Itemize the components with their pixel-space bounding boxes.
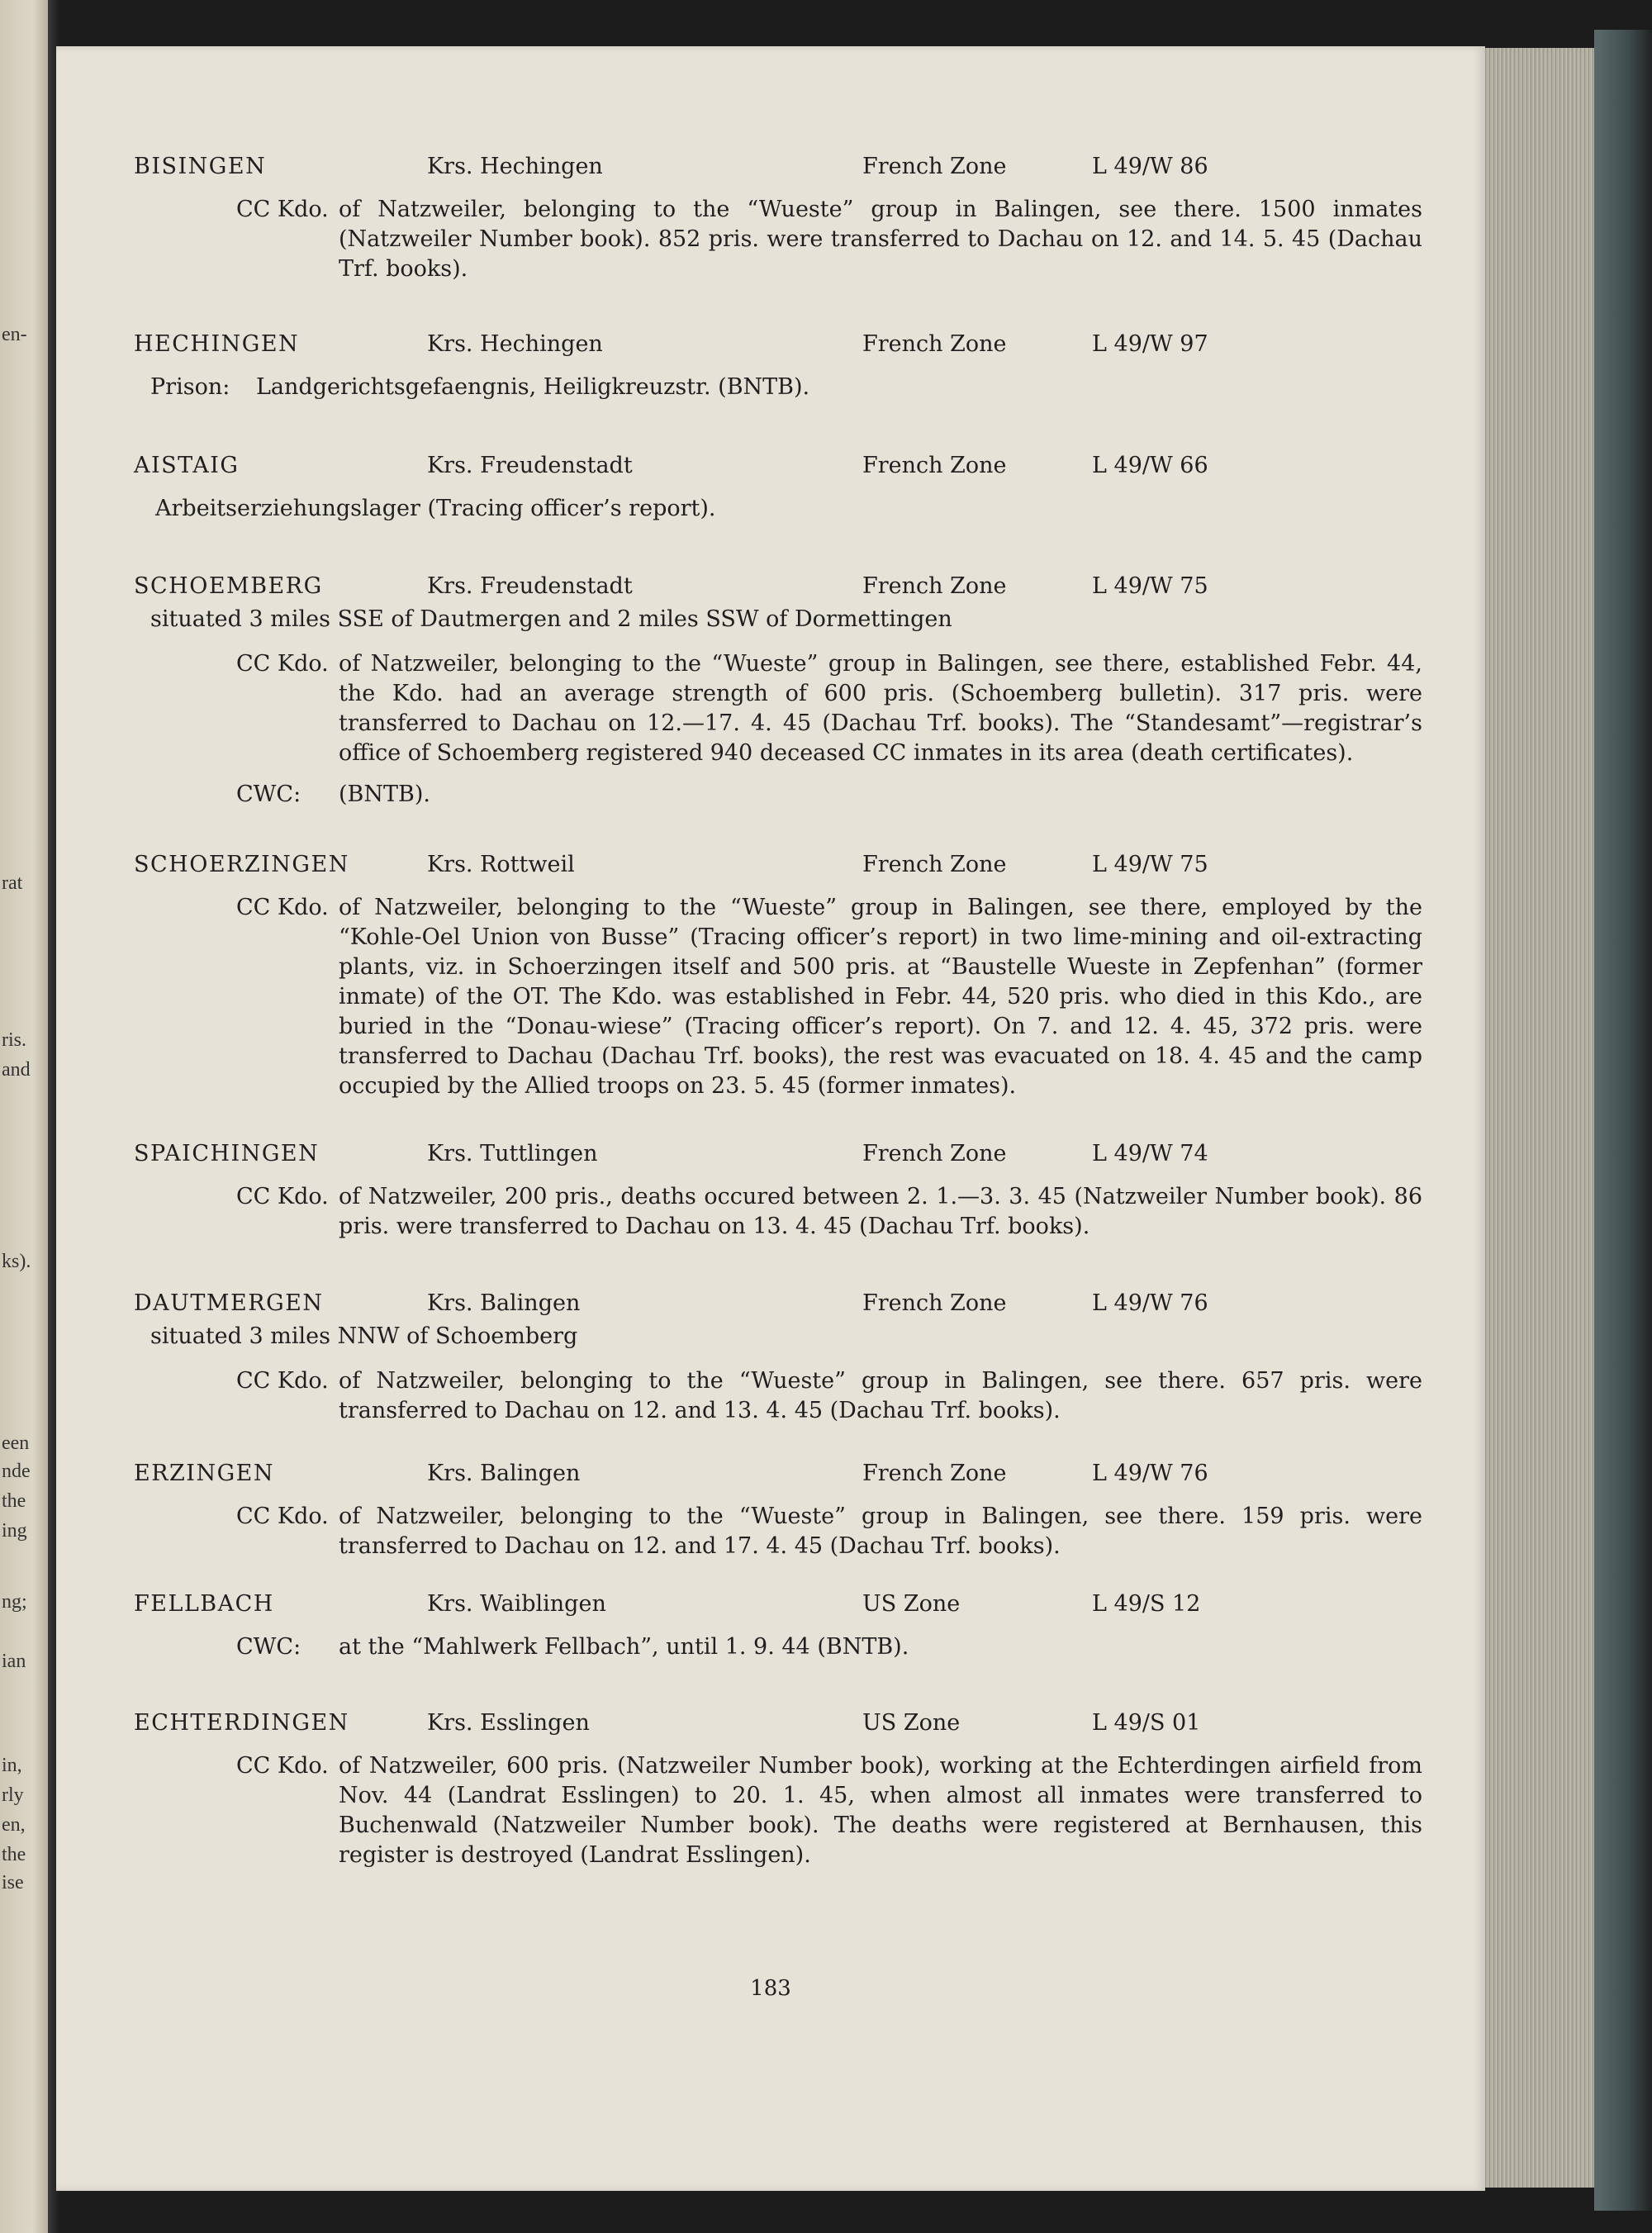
map-reference: L 49/W 97 bbox=[1092, 331, 1208, 357]
paragraph-label: CC Kdo. bbox=[236, 651, 329, 677]
district: Krs. Hechingen bbox=[427, 331, 603, 357]
entry-paragraph bbox=[134, 1632, 1422, 1662]
entry-spaichingen bbox=[134, 1141, 1422, 1242]
margin-fragment: the bbox=[2, 1490, 26, 1512]
entry-paragraph bbox=[134, 1751, 1422, 1870]
district: Krs. Esslingen bbox=[427, 1710, 590, 1736]
margin-fragment: and bbox=[2, 1059, 31, 1081]
location-note: situated 3 miles NNW of Schoemberg bbox=[150, 1323, 578, 1349]
place-name: ERZINGEN bbox=[134, 1461, 274, 1486]
map-reference: L 49/S 12 bbox=[1092, 1591, 1201, 1617]
paragraph-label: CC Kdo. bbox=[236, 197, 329, 222]
entry-paragraph bbox=[134, 494, 1422, 524]
book-page bbox=[56, 46, 1485, 2191]
book-cover bbox=[1594, 30, 1652, 2211]
entry-paragraph bbox=[134, 649, 1422, 768]
paragraph-label: Prison: bbox=[150, 374, 230, 400]
district: Krs. Freudenstadt bbox=[427, 573, 633, 599]
paragraph-label: CWC: bbox=[236, 782, 301, 807]
margin-fragment: en- bbox=[2, 324, 27, 345]
place-name: HECHINGEN bbox=[134, 331, 300, 357]
margin-fragment: in, bbox=[2, 1755, 22, 1776]
margin-fragment: ris. bbox=[2, 1029, 26, 1051]
map-reference: L 49/W 66 bbox=[1092, 453, 1208, 478]
margin-fragment: en, bbox=[2, 1814, 26, 1836]
zone: French Zone bbox=[862, 852, 1007, 877]
margin-fragment: ise bbox=[2, 1872, 24, 1893]
zone: French Zone bbox=[862, 453, 1007, 478]
map-reference: L 49/W 74 bbox=[1092, 1141, 1208, 1166]
margin-fragment: ks). bbox=[2, 1251, 31, 1272]
place-name: BISINGEN bbox=[134, 154, 267, 179]
paragraph-text: of Natzweiler, belonging to the “Wueste” group in Balingen, see there, established Febr. 44, the Kdo. had an average strength of 600 pris. (Schoemberg bulletin). 317 pris. were transferred to Dachau on 12.—17. 4. 45 (Dachau Trf. books). The “Standesamt”—registrar’s office of Schoemberg registered 940 deceased CC inmates in its area (death certificates). bbox=[339, 651, 1422, 766]
place-name: ECHTERDINGEN bbox=[134, 1710, 349, 1736]
entry-paragraph bbox=[134, 1502, 1422, 1561]
entry-paragraph bbox=[134, 893, 1422, 1101]
zone: French Zone bbox=[862, 331, 1007, 357]
map-reference: L 49/W 76 bbox=[1092, 1290, 1208, 1316]
entry-paragraph bbox=[134, 373, 1422, 402]
entry-erzingen bbox=[134, 1461, 1422, 1561]
district: Krs. Balingen bbox=[427, 1290, 581, 1316]
district: Krs. Tuttlingen bbox=[427, 1141, 598, 1166]
paragraph-text: of Natzweiler, belonging to the “Wueste” group in Balingen, see there. 159 pris. were transferred to Dachau on 12. and 17. 4. 45 (Dachau Trf. books). bbox=[339, 1504, 1422, 1559]
margin-fragment: ing bbox=[2, 1520, 27, 1542]
paragraph-label: CC Kdo. bbox=[236, 1368, 329, 1394]
entry-bisingen bbox=[134, 154, 1422, 284]
district: Krs. Rottweil bbox=[427, 852, 575, 877]
entry-paragraph bbox=[134, 780, 1422, 810]
zone: French Zone bbox=[862, 154, 1007, 179]
entry-hechingen bbox=[134, 331, 1422, 402]
entry-schoerzingen bbox=[134, 852, 1422, 1101]
paragraph-label: CC Kdo. bbox=[236, 895, 329, 920]
district: Krs. Balingen bbox=[427, 1461, 581, 1486]
map-reference: L 49/W 75 bbox=[1092, 852, 1208, 877]
place-name: FELLBACH bbox=[134, 1591, 274, 1617]
zone: French Zone bbox=[862, 1141, 1007, 1166]
paragraph-label: CWC: bbox=[236, 1634, 301, 1660]
paragraph-text: (BNTB). bbox=[339, 782, 430, 807]
paragraph-label: CC Kdo. bbox=[236, 1184, 329, 1209]
paragraph-text: at the “Mahlwerk Fellbach”, until 1. 9. 44 (BNTB). bbox=[339, 1634, 909, 1660]
entry-paragraph bbox=[134, 1366, 1422, 1426]
place-name: DAUTMERGEN bbox=[134, 1290, 324, 1316]
entry-schoemberg bbox=[134, 573, 1422, 810]
entry-fellbach bbox=[134, 1591, 1422, 1662]
location-note: situated 3 miles SSE of Dautmergen and 2 miles SSW of Dormettingen bbox=[150, 606, 952, 632]
margin-fragment: rat bbox=[2, 872, 23, 894]
map-reference: L 49/S 01 bbox=[1092, 1710, 1201, 1736]
paragraph-label: CC Kdo. bbox=[236, 1504, 329, 1529]
margin-fragment: een bbox=[2, 1432, 30, 1454]
district: Krs. Freudenstadt bbox=[427, 453, 633, 478]
district: Krs. Hechingen bbox=[427, 154, 603, 179]
paragraph-text: Landgerichtsgefaengnis, Heiligkreuzstr. (BNTB). bbox=[256, 374, 810, 400]
page-number: 183 bbox=[750, 1976, 791, 2001]
zone: French Zone bbox=[862, 1461, 1007, 1486]
place-name: AISTAIG bbox=[134, 453, 240, 478]
place-name: SCHOERZINGEN bbox=[134, 852, 349, 877]
paragraph-text: Arbeitserziehungslager (Tracing officer’s report). bbox=[155, 496, 716, 521]
entry-dautmergen bbox=[134, 1290, 1422, 1426]
entry-echterdingen bbox=[134, 1710, 1422, 1870]
margin-fragment: ian bbox=[2, 1651, 26, 1672]
zone: US Zone bbox=[862, 1710, 961, 1736]
margin-fragment: ng; bbox=[2, 1591, 27, 1613]
paragraph-label: CC Kdo. bbox=[236, 1753, 329, 1779]
margin-fragment: the bbox=[2, 1844, 26, 1865]
margin-fragment: nde bbox=[2, 1461, 31, 1482]
zone: French Zone bbox=[862, 573, 1007, 599]
paragraph-text: of Natzweiler, belonging to the “Wueste” group in Balingen, see there, employed by the “Kohle-Oel Union von Busse” (Tracing officer’s report) in two lime-mining and oil-extracting plants, viz. in Schoerzingen itself and 500 pris. at “Baustelle Wueste in Zepfenhan” (former inmate) of the OT. The Kdo. was established in Febr. 44, 520 pris. who died in this Kdo., are buried in the “Donau-wiese” (Tracing officer’s report). On 7. and 12. 4. 45, 372 pris. were transferred to Dachau (Dachau Trf. books), the rest was evacuated on 18. 4. 45 and the camp occupied by the Allied troops on 23. 5. 45 (former inmates). bbox=[339, 895, 1422, 1099]
paragraph-text: of Natzweiler, 200 pris., deaths occured between 2. 1.—3. 3. 45 (Natzweiler Number book). 86 pris. were transferred to Dachau on 13. 4. 45 (Dachau Trf. books). bbox=[339, 1184, 1422, 1239]
place-name: SPAICHINGEN bbox=[134, 1141, 320, 1166]
map-reference: L 49/W 86 bbox=[1092, 154, 1208, 179]
paragraph-text: of Natzweiler, belonging to the “Wueste” group in Balingen, see there. 1500 inmates (Natzweiler Number book). 852 pris. were transferred to Dachau on 12. and 14. 5. 45 (Dachau Trf. books). bbox=[339, 197, 1422, 282]
entry-aistaig bbox=[134, 453, 1422, 524]
margin-fragment: rly bbox=[2, 1784, 24, 1806]
facing-page-edge bbox=[0, 0, 55, 2233]
map-reference: L 49/W 75 bbox=[1092, 573, 1208, 599]
zone: French Zone bbox=[862, 1290, 1007, 1316]
entry-paragraph bbox=[134, 1182, 1422, 1242]
zone: US Zone bbox=[862, 1591, 961, 1617]
paragraph-text: of Natzweiler, belonging to the “Wueste” group in Balingen, see there. 657 pris. were transferred to Dachau on 12. and 13. 4. 45 (Dachau Trf. books). bbox=[339, 1368, 1422, 1423]
paragraph-text: of Natzweiler, 600 pris. (Natzweiler Number book), working at the Echterdingen airfield from Nov. 44 (Landrat Esslingen) to 20. 1. 45, when almost all inmates were transferred to Buchenwald (Natzweiler Number book). The deaths were registered at Bernhausen, this register is destroyed (Landrat Esslingen). bbox=[339, 1753, 1422, 1868]
page-stack-edge bbox=[1470, 48, 1602, 2188]
place-name: SCHOEMBERG bbox=[134, 573, 323, 599]
map-reference: L 49/W 76 bbox=[1092, 1461, 1208, 1486]
district: Krs. Waiblingen bbox=[427, 1591, 606, 1617]
entry-paragraph bbox=[134, 195, 1422, 284]
